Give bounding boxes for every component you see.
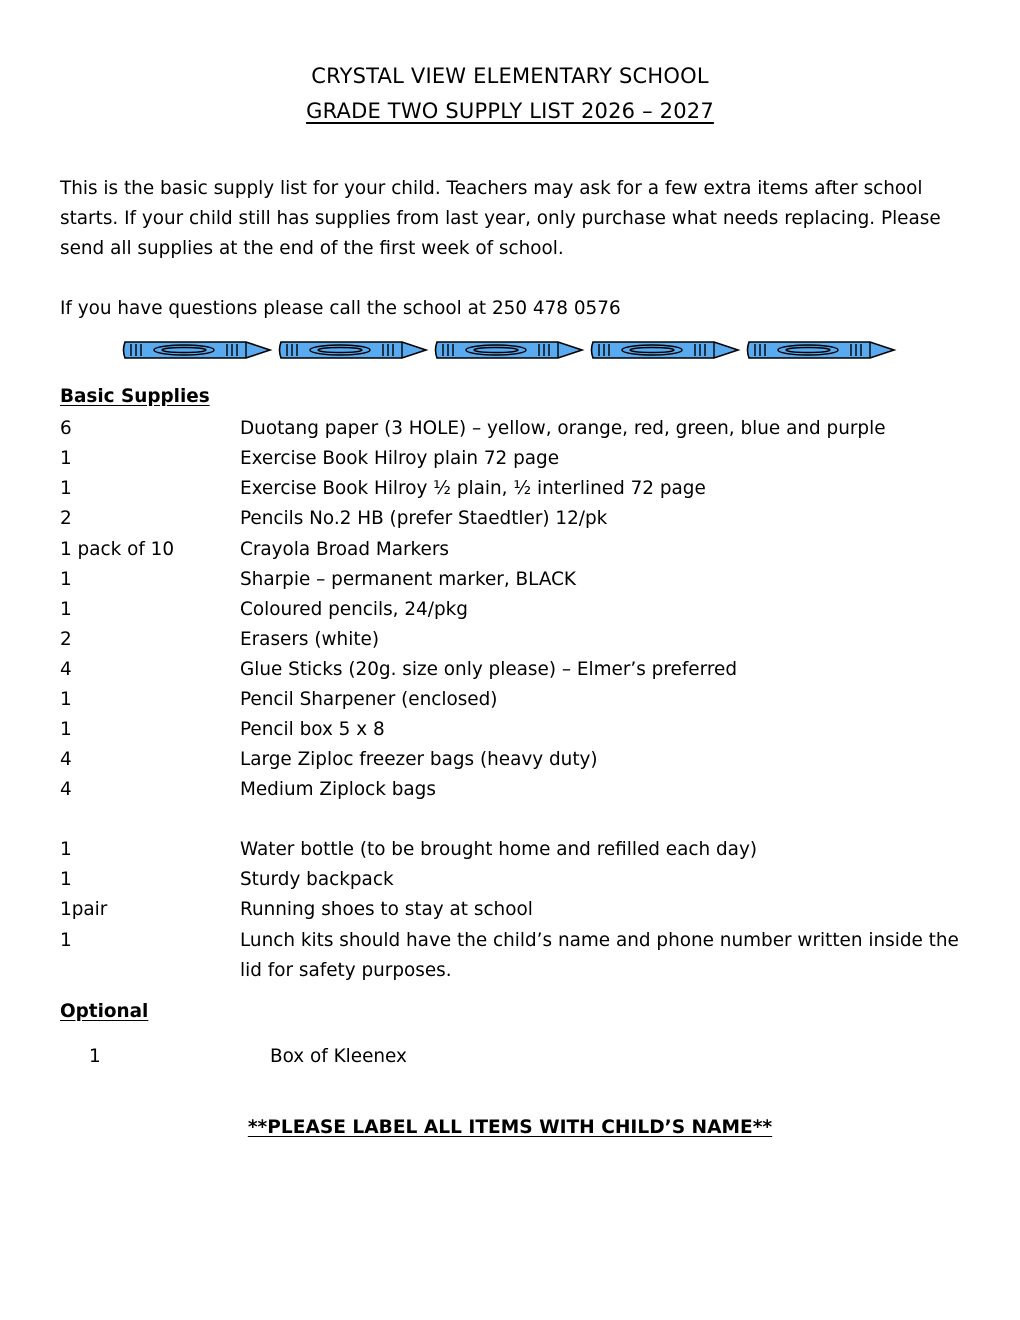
supply-qty: 4 xyxy=(60,659,72,680)
supply-item: Lunch kits should have the child’s name and phone number written inside the lid for safety purposes. xyxy=(240,930,959,981)
supply-item: Sturdy backpack xyxy=(240,869,394,890)
supply-qty: 1 xyxy=(60,839,72,860)
supply-item: Erasers (white) xyxy=(240,629,380,650)
supply-item: Pencils No.2 HB (prefer Staedtler) 12/pk xyxy=(240,508,608,529)
supply-item: Water bottle (to be brought home and refilled each day) xyxy=(240,839,758,860)
supply-qty: 1 xyxy=(60,719,72,740)
supply-item: Pencil box 5 x 8 xyxy=(240,719,385,740)
crayon-icon xyxy=(592,342,739,358)
supply-qty: 1 xyxy=(60,478,72,499)
crayon-icon xyxy=(748,342,895,358)
supply-item: Exercise Book Hilroy plain 72 page xyxy=(240,448,560,469)
supply-qty: 6 xyxy=(60,418,72,439)
supply-qty: 1 pack of 10 xyxy=(60,539,175,560)
supply-item: Duotang paper (3 HOLE) – yellow, orange, red, green, blue and purple xyxy=(240,418,886,439)
optional-heading: Optional xyxy=(60,1001,149,1022)
supply-qty: 1 xyxy=(60,869,72,890)
intro-paragraph: This is the basic supply list for your child. Teachers may ask for a few extra items after school starts. If your child still has supplies from last year, only purchase what needs replacing. Please send all supplies at the end of the first week of school. xyxy=(60,178,941,259)
crayon-icon xyxy=(280,342,427,358)
supply-qty: 4 xyxy=(60,749,72,770)
supply-qty: 1 xyxy=(60,569,72,590)
supply-item: Medium Ziplock bags xyxy=(240,779,436,800)
crayon-icon xyxy=(124,342,271,358)
basic-supplies-heading: Basic Supplies xyxy=(60,386,210,407)
supply-qty: 1 xyxy=(60,930,72,951)
supply-item: Exercise Book Hilroy ½ plain, ½ interlined 72 page xyxy=(240,478,706,499)
supply-item: Glue Sticks (20g. size only please) – Elmer’s preferred xyxy=(240,659,737,680)
school-name: CRYSTAL VIEW ELEMENTARY SCHOOL xyxy=(311,64,709,88)
supply-qty: 2 xyxy=(60,629,72,650)
list-title: GRADE TWO SUPPLY LIST 2026 – 2027 xyxy=(306,99,714,123)
label-reminder: **PLEASE LABEL ALL ITEMS WITH CHILD’S NAME** xyxy=(247,1117,773,1138)
optional-item: Box of Kleenex xyxy=(270,1046,407,1067)
supply-qty: 1 xyxy=(60,599,72,620)
supply-qty: 2 xyxy=(60,508,72,529)
optional-qty: 1 xyxy=(89,1046,101,1067)
supply-qty: 1 xyxy=(60,689,72,710)
supply-item: Sharpie – permanent marker, BLACK xyxy=(240,569,576,590)
supply-item: Crayola Broad Markers xyxy=(240,539,449,560)
supply-item: Coloured pencils, 24/pkg xyxy=(240,599,468,620)
crayon-divider xyxy=(122,339,902,361)
supply-item: Running shoes to stay at school xyxy=(240,899,533,920)
supply-qty: 4 xyxy=(60,779,72,800)
supply-qty: 1pair xyxy=(60,899,108,920)
supply-item: Pencil Sharpener (enclosed) xyxy=(240,689,498,710)
supply-item: Large Ziploc freezer bags (heavy duty) xyxy=(240,749,598,770)
contact-line: If you have questions please call the school at 250 478 0576 xyxy=(60,298,621,319)
supply-qty: 1 xyxy=(60,448,72,469)
crayon-icon xyxy=(436,342,583,358)
